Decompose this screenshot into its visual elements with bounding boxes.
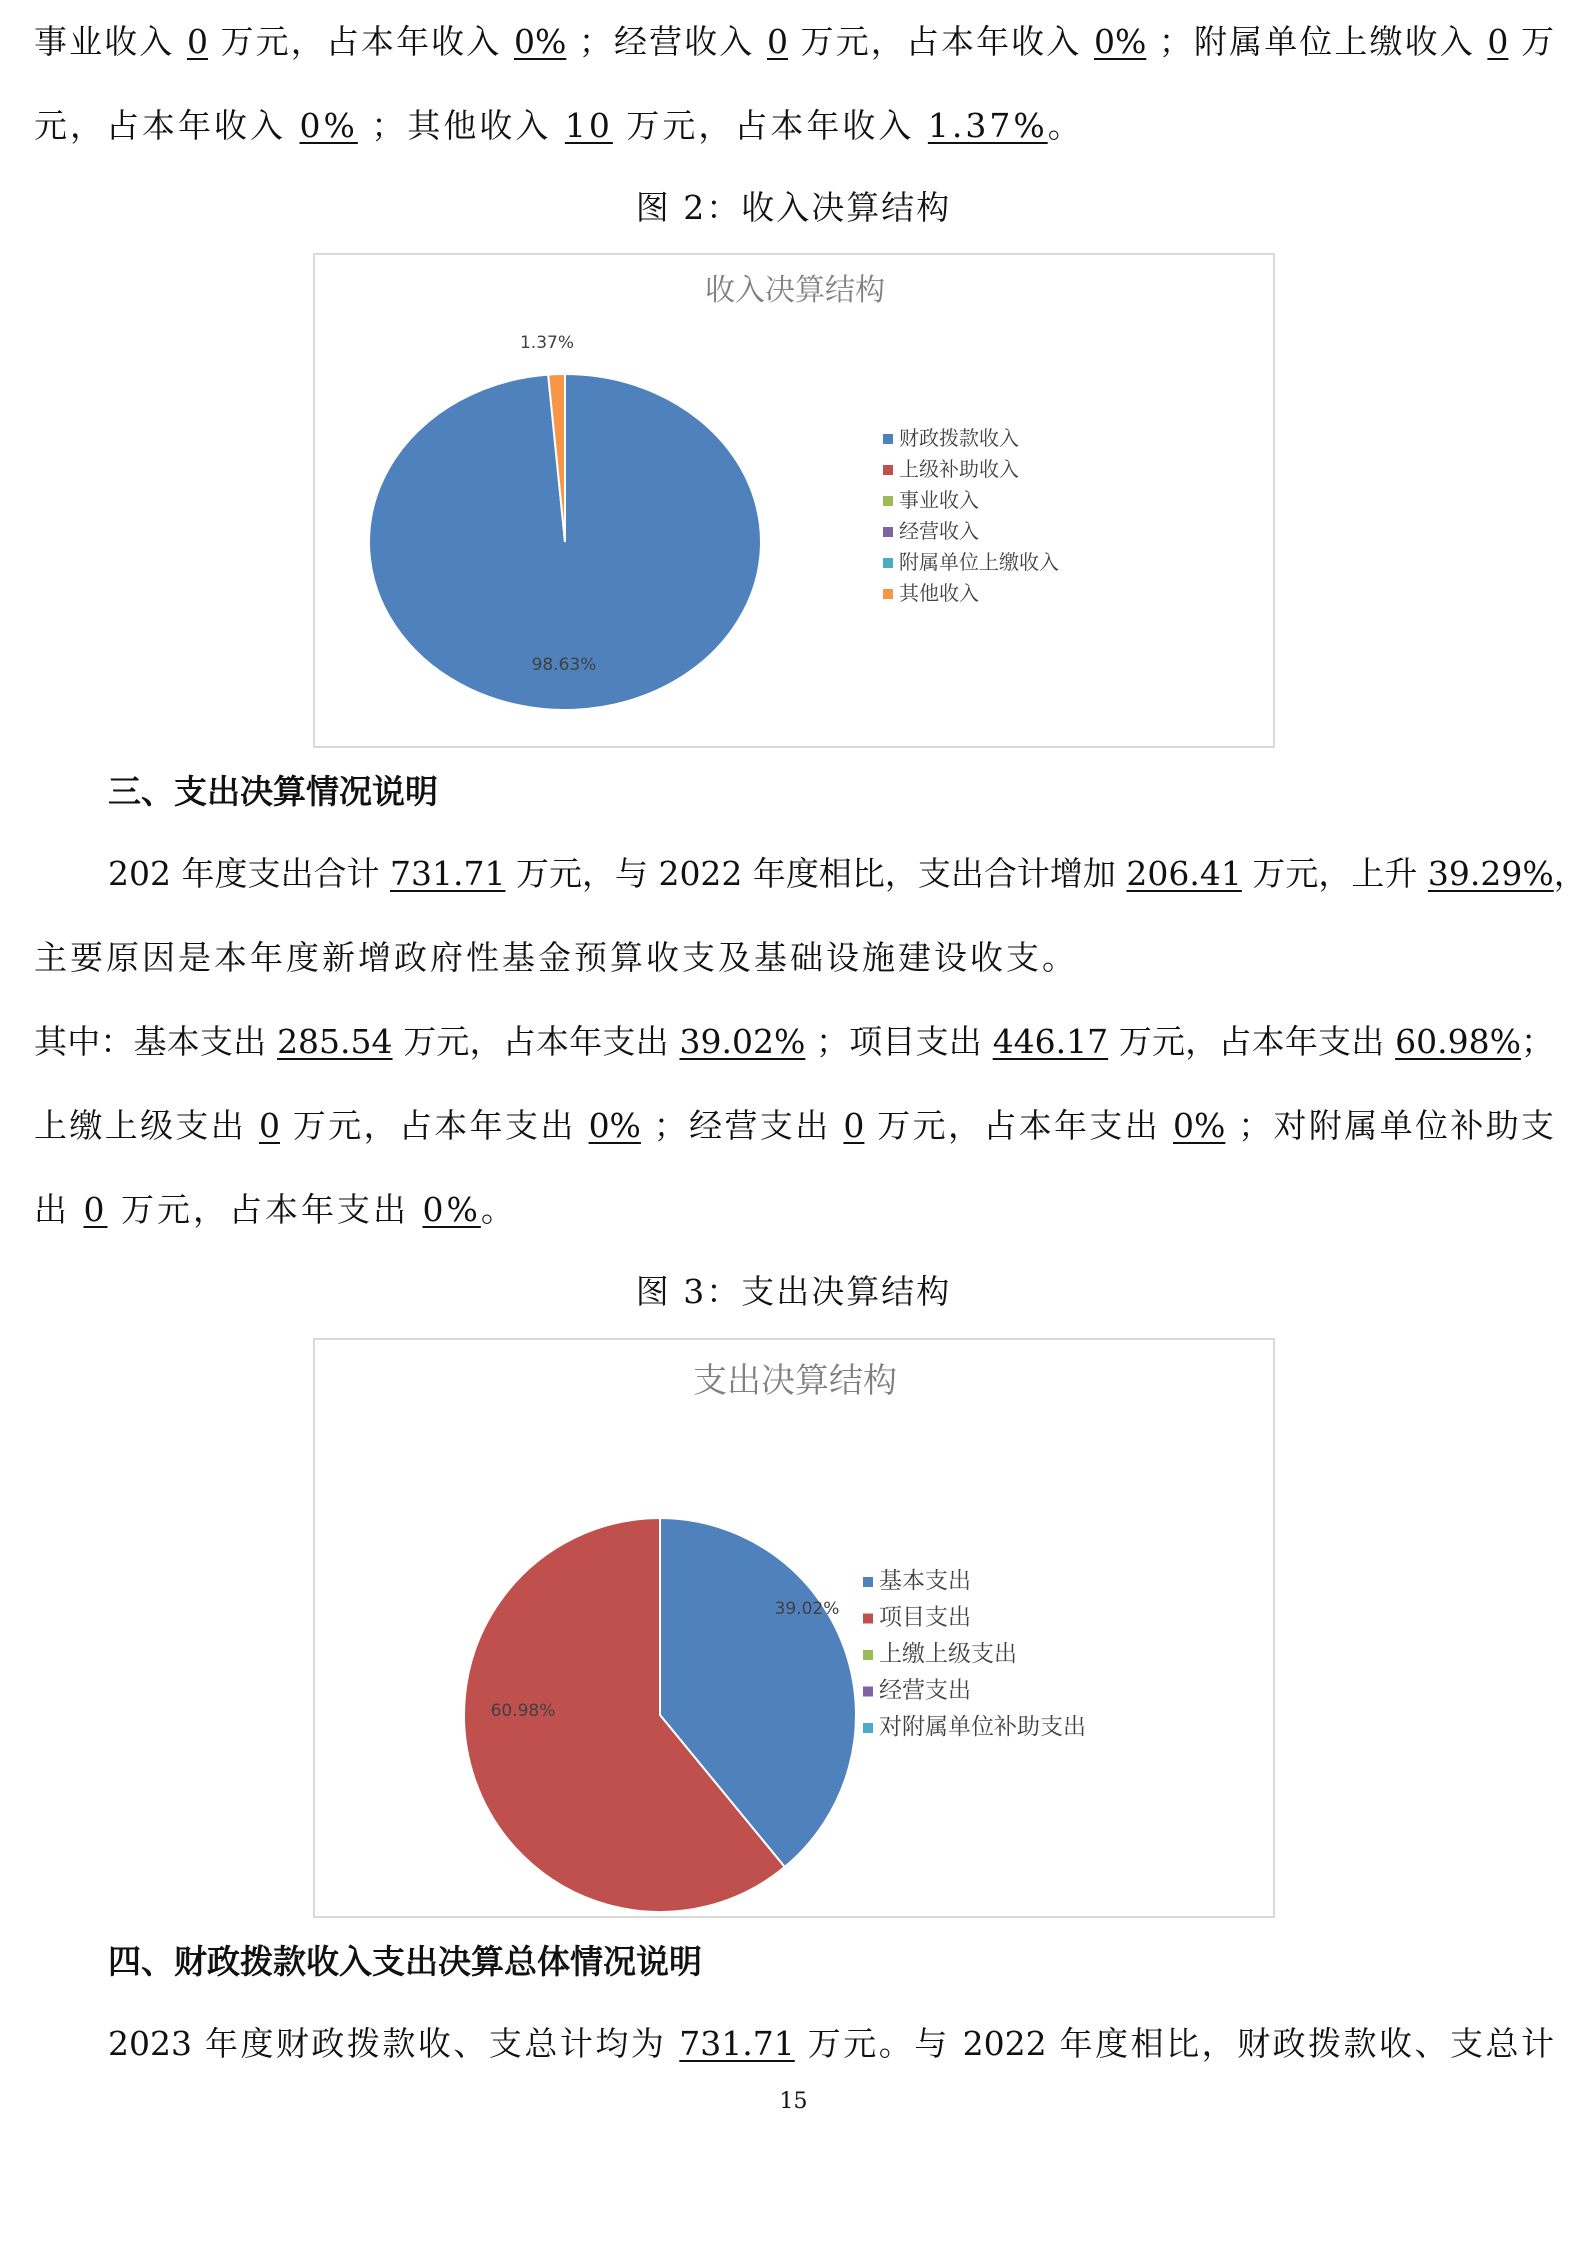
legend-entry: 基本支出 [879, 1568, 971, 1594]
legend-swatch [863, 1650, 873, 1660]
figure-caption: 图 3：支出决算结构 [635, 1272, 952, 1311]
legend-swatch [863, 1577, 873, 1587]
legend-entry: 项目支出 [879, 1604, 971, 1631]
legend-entry: 经营支出 [879, 1677, 971, 1704]
legend-swatch [883, 527, 893, 537]
data-label: 1.37% [519, 333, 575, 353]
data-label: 60.98% [490, 1701, 556, 1721]
legend-entry: 上级补助收入 [899, 457, 1019, 481]
paragraph-line: 2023 年度财政拨款收、支总计均为 731.71 万元。与 2022 年度相比，财政拨款收、支总计 [108, 2024, 1554, 2063]
paragraph-line: 202 年度支出合计 731.71 万元，与 2022 年度相比，支出合计增加 206.41 万元，上升 39.29%， [108, 854, 1587, 893]
legend-entry: 其他收入 [899, 581, 979, 605]
paragraph-line: 主要原因是本年度新增政府性基金预算收支及基础设施建设收支。 [34, 938, 1078, 977]
data-label: 39.02% [774, 1599, 840, 1619]
legend-entry: 事业收入 [899, 488, 979, 512]
legend-swatch [883, 465, 893, 475]
paragraph-line: 其中：基本支出 285.54 万元，占本年支出 39.02% ；项目支出 446.17 万元，占本年支出 60.98%； [34, 1022, 1554, 1061]
legend-swatch [883, 434, 893, 444]
legend-entry: 经营收入 [899, 519, 979, 543]
paragraph-line: 事业收入 0 万元，占本年收入 0% ；经营收入 0 万元，占本年收入 0% ；附属单位上缴收入 0 万 [34, 22, 1554, 61]
figure-caption: 图 2：收入决算结构 [635, 188, 952, 227]
legend-swatch [883, 558, 893, 568]
income-pie-chart [315, 255, 1273, 746]
legend-swatch [863, 1687, 873, 1697]
income-structure-chart [313, 253, 1275, 748]
chart-title: 收入决算结构 [705, 273, 885, 308]
section-heading: 三、支出决算情况说明 [108, 772, 438, 811]
legend-entry: 对附属单位补助支出 [879, 1714, 1086, 1740]
expense-pie-chart [315, 1340, 1273, 1916]
expense-structure-chart [313, 1338, 1275, 1918]
legend-swatch [863, 1723, 873, 1733]
legend-entry: 上缴上级支出 [879, 1641, 1017, 1667]
chart-title: 支出决算结构 [693, 1361, 897, 1401]
data-label: 98.63% [531, 655, 597, 675]
paragraph-line: 上缴上级支出 0 万元，占本年支出 0% ；经营支出 0 万元，占本年支出 0% ；对附属单位补助支 [34, 1106, 1555, 1145]
legend-swatch [883, 589, 893, 599]
legend-swatch [883, 496, 893, 506]
legend-entry: 附属单位上缴收入 [899, 550, 1059, 574]
legend-entry: 财政拨款收入 [899, 426, 1019, 450]
page-number: 15 [779, 2089, 808, 2114]
legend-swatch [863, 1614, 873, 1624]
paragraph-line: 元，占本年收入 0% ；其他收入 10 万元，占本年收入 1.37%。 [34, 106, 1084, 145]
section-heading: 四、财政拨款收入支出决算总体情况说明 [108, 1942, 702, 1981]
paragraph-line: 出 0 万元，占本年支出 0%。 [34, 1190, 517, 1229]
